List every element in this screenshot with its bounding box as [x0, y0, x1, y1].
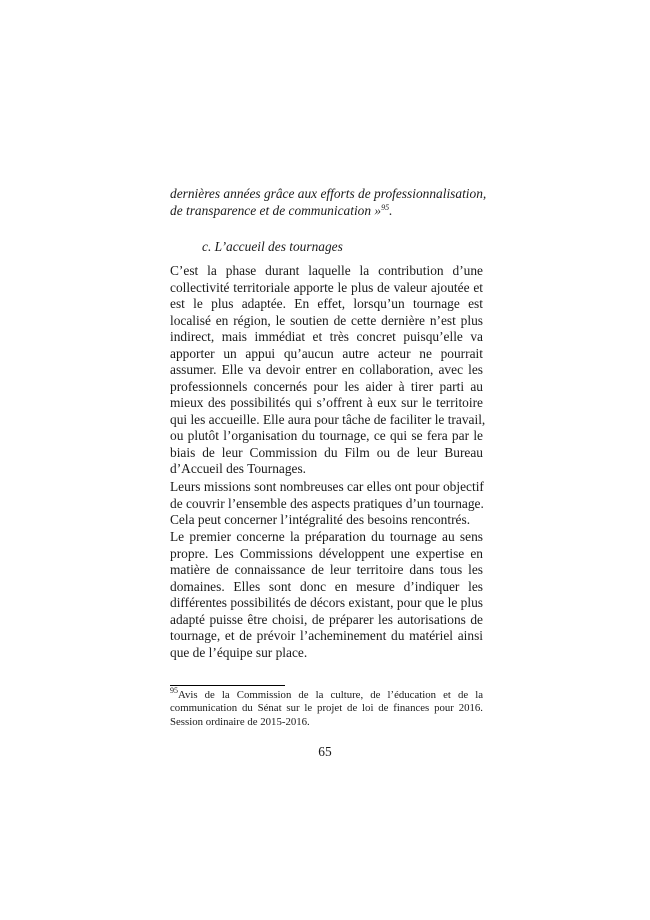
text-line: d’Accueil des Tournages.: [170, 461, 307, 476]
text-line: Session ordinaire de 2015-2016.: [170, 715, 310, 728]
paragraph-3: [170, 529, 483, 661]
section-heading: c. L’accueil des tournages: [202, 239, 343, 254]
intro-quote: [170, 186, 487, 219]
text-line: propre. Les Commissions développent une expertise en: [170, 545, 483, 561]
text-line: Leurs missions sont nombreuses car elles ont pour objectif: [170, 479, 484, 494]
footnote-divider: [170, 685, 285, 686]
text-segment: .: [389, 202, 393, 218]
paragraph-1: [170, 263, 486, 478]
text-line: tournage, et de prévoir l’acheminement du matériel ainsi: [170, 628, 483, 643]
text-segment: de transparence et de communication »: [170, 202, 382, 218]
text-line: que de l’équipe sur place.: [170, 644, 308, 660]
text-line: mieux des possibilités qui s’offrent à eux sur le territoire: [170, 395, 483, 410]
footnote: [170, 686, 483, 729]
text-line: localisé en région, le soutien de cette dernière n’est plus: [170, 312, 483, 328]
text-line: [170, 686, 483, 702]
text-line: Cela peut concerner l’intégralité des besoins rencontrés.: [170, 512, 471, 527]
text-line: apporter un appui qu’aucun autre acteur ne pourrait: [170, 345, 483, 361]
text-line: professionnels concernés pour les aider à tirer parti au: [170, 378, 483, 394]
text-line: matière de connaissance de leur territoire dans tous les: [170, 562, 483, 577]
text-line: adapté puisse être choisi, de préparer les autorisations de: [170, 611, 483, 627]
text-line: collectivité territoriale apporte le plus de valeur ajoutée et: [170, 279, 483, 295]
text-line: C’est la phase durant laquelle la contribution d’une: [170, 263, 483, 278]
text-segment: Avis de la Commission de la culture, de l’éducation et de la: [178, 689, 483, 701]
text-line: ou plutôt l’organisation du tournage, ce qui se fera par le: [170, 428, 483, 443]
paragraph-2: [170, 479, 483, 529]
page-number: 65: [318, 744, 332, 759]
text-line: biais de leur Commission du Film ou de leur Bureau: [170, 444, 483, 460]
text-line: différentes possibilités de décors existant, pour que le plus: [170, 595, 483, 610]
text-line: dernières années grâce aux efforts de professionnalisation,: [170, 186, 487, 201]
text-line: Le premier concerne la préparation du tournage au sens: [170, 529, 483, 544]
text-line: [170, 203, 483, 220]
text-line: est le plus adaptée. En effet, lorsqu’un tournage est: [170, 296, 483, 311]
text-line: communication du Sénat sur le projet de loi de finances pour 2016.: [170, 702, 483, 715]
text-line: qui les accueille. Elle aura pour tâche de faciliter le travail,: [170, 411, 486, 427]
footnote-number: 95: [170, 686, 178, 695]
footnote-ref[interactable]: 95: [381, 202, 390, 212]
text-line: indirect, mais immédiat et très concret puisqu’elle va: [170, 329, 483, 344]
text-line: assumer. Elle va devoir entrer en collaboration, avec les: [170, 362, 483, 377]
text-line: de couvrir l’ensemble des aspects pratiques d’un tournage.: [170, 495, 484, 511]
text-line: domaines. Elles sont donc en mesure d’indiquer les: [170, 578, 483, 594]
